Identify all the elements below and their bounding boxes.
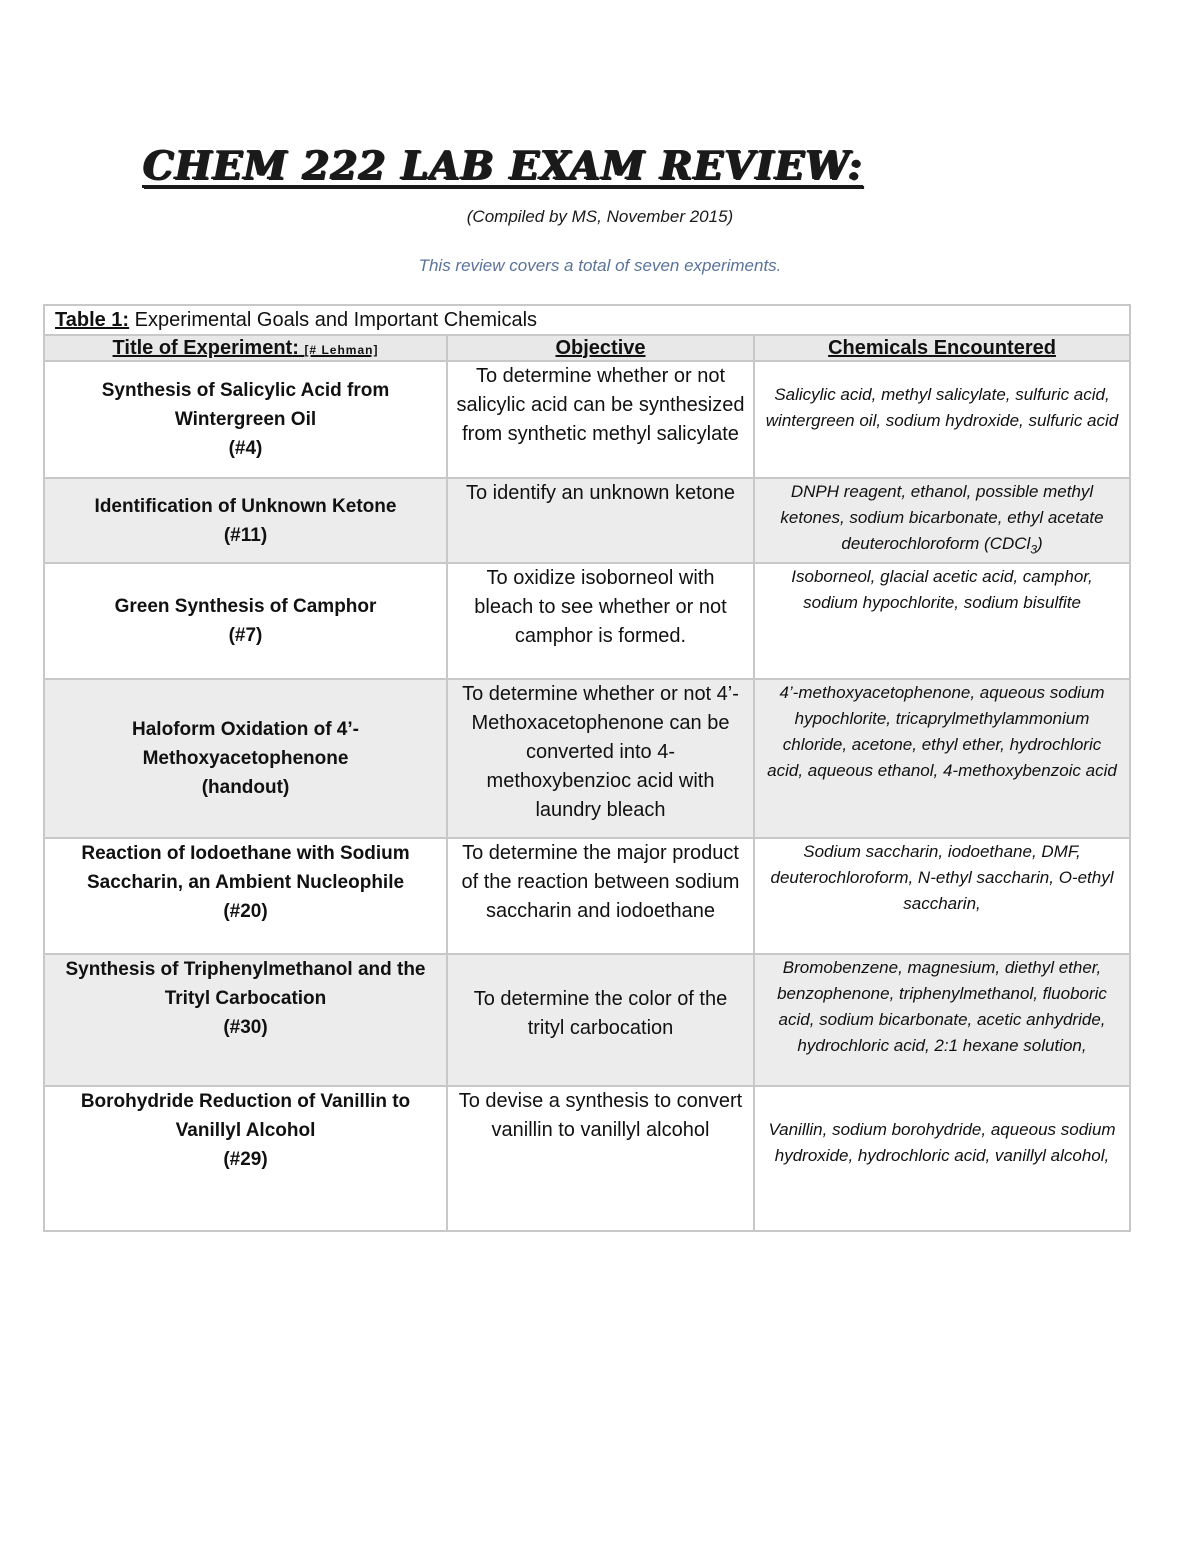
experiment-title-cell	[44, 361, 447, 478]
experiment-title: Borohydride Reduction of Vanillin to Vanillyl Alcohol	[80, 1091, 411, 1142]
table-row	[44, 478, 1130, 563]
column-header-objective: Objective	[447, 335, 754, 361]
document-title: CHEM 222 LAB EXAM REVIEW:	[143, 143, 864, 189]
chemicals-cell	[754, 478, 1130, 563]
experiment-title-cell	[44, 478, 447, 563]
objective-cell: To identify an unknown ketone	[447, 478, 754, 563]
objective-cell: To determine the color of the trityl carbocation	[447, 954, 754, 1086]
experiment-title-cell	[44, 1086, 447, 1231]
table-caption-row	[44, 305, 1130, 335]
column-header-title-note: [# Lehman]	[304, 342, 379, 357]
table-row	[44, 1086, 1130, 1231]
chemicals-cell: Salicylic acid, methyl salicylate, sulfuric acid, wintergreen oil, sodium hydroxide, sulfuric acid	[754, 361, 1130, 478]
chemicals-cell: Vanillin, sodium borohydride, aqueous sodium hydroxide, hydrochloric acid, vanillyl alcohol,	[754, 1086, 1130, 1231]
chemicals-cell: 4’-methoxyacetophenone, aqueous sodium hypochlorite, tricaprylmethylammonium chloride, acetone, ethyl ether, hydrochloric acid, aqueous ethanol, 4-methoxybenzoic acid	[754, 679, 1130, 838]
experiment-title: Haloform Oxidation of 4’-Methoxyacetophenone	[132, 719, 359, 770]
table-header-row	[44, 335, 1130, 361]
experiment-number: (#20)	[223, 901, 268, 923]
experiments-table	[43, 304, 1131, 1232]
objective-cell: To devise a synthesis to convert vanillin to vanillyl alcohol	[447, 1086, 754, 1231]
objective-cell: To determine the major product of the reaction between sodium saccharin and iodoethane	[447, 838, 754, 954]
table-caption-label: Table 1:	[55, 308, 130, 331]
chemicals-subscript: 3	[1030, 542, 1037, 557]
column-header-title-text: Title of Experiment	[112, 336, 293, 359]
table-row	[44, 838, 1130, 954]
experiment-number: (#7)	[228, 625, 263, 647]
column-header-chemicals: Chemicals Encountered	[754, 335, 1130, 361]
table-row	[44, 361, 1130, 478]
chemicals-cell: Bromobenzene, magnesium, diethyl ether, benzophenone, triphenylmethanol, fluoboric acid, sodium bicarbonate, acetic anhydride, hydrochloric acid, 2:1 hexane solution,	[754, 954, 1130, 1086]
experiment-title: Green Synthesis of Camphor	[114, 596, 377, 618]
objective-cell: To oxidize isoborneol with bleach to see whether or not camphor is formed.	[447, 563, 754, 679]
chemicals-text: DNPH reagent, ethanol, possible methyl ketones, sodium bicarbonate, ethyl acetate deuterochloroform (CDCl	[780, 482, 1104, 553]
experiment-title: Identification of Unknown Ketone	[94, 495, 397, 517]
objective-cell: To determine whether or not salicylic acid can be synthesized from synthetic methyl salicylate	[447, 361, 754, 478]
chemicals-cell: Sodium saccharin, iodoethane, DMF, deuterochloroform, N-ethyl saccharin, O-ethyl saccharin,	[754, 838, 1130, 954]
experiment-number: (#30)	[223, 1017, 268, 1039]
table-row	[44, 679, 1130, 838]
experiment-number: (#29)	[223, 1149, 268, 1171]
experiment-title: Reaction of Iodoethane with Sodium Saccharin, an Ambient Nucleophile	[81, 843, 410, 894]
table-caption-text: Experimental Goals and Important Chemicals	[129, 308, 538, 331]
experiment-title-cell	[44, 563, 447, 679]
experiment-number: (#4)	[228, 438, 263, 459]
experiment-title: Synthesis of Salicylic Acid from Wintergreen Oil	[101, 380, 390, 430]
scope-note: This review covers a total of seven experiments.	[418, 256, 782, 275]
objective-cell: To determine whether or not 4’-Methoxacetophenone can be converted into 4-methoxybenzioc acid with laundry bleach	[447, 679, 754, 838]
chemicals-cell: Isoborneol, glacial acetic acid, camphor, sodium hypochlorite, sodium bisulfite	[754, 563, 1130, 679]
experiment-title-cell	[44, 954, 447, 1086]
experiment-number: (handout)	[201, 777, 290, 799]
table-caption	[44, 305, 1130, 335]
experiment-title-cell	[44, 838, 447, 954]
table-row	[44, 563, 1130, 679]
table-row	[44, 954, 1130, 1086]
column-header-title-suffix: :	[292, 336, 299, 359]
experiment-title-cell	[44, 679, 447, 838]
column-header-title	[44, 335, 447, 361]
experiment-title: Synthesis of Triphenylmethanol and the Trityl Carbocation	[65, 959, 426, 1010]
chemicals-text-end: )	[1037, 534, 1043, 553]
experiment-number: (#11)	[223, 524, 268, 546]
compiled-by-note: (Compiled by MS, November 2015)	[466, 207, 734, 226]
